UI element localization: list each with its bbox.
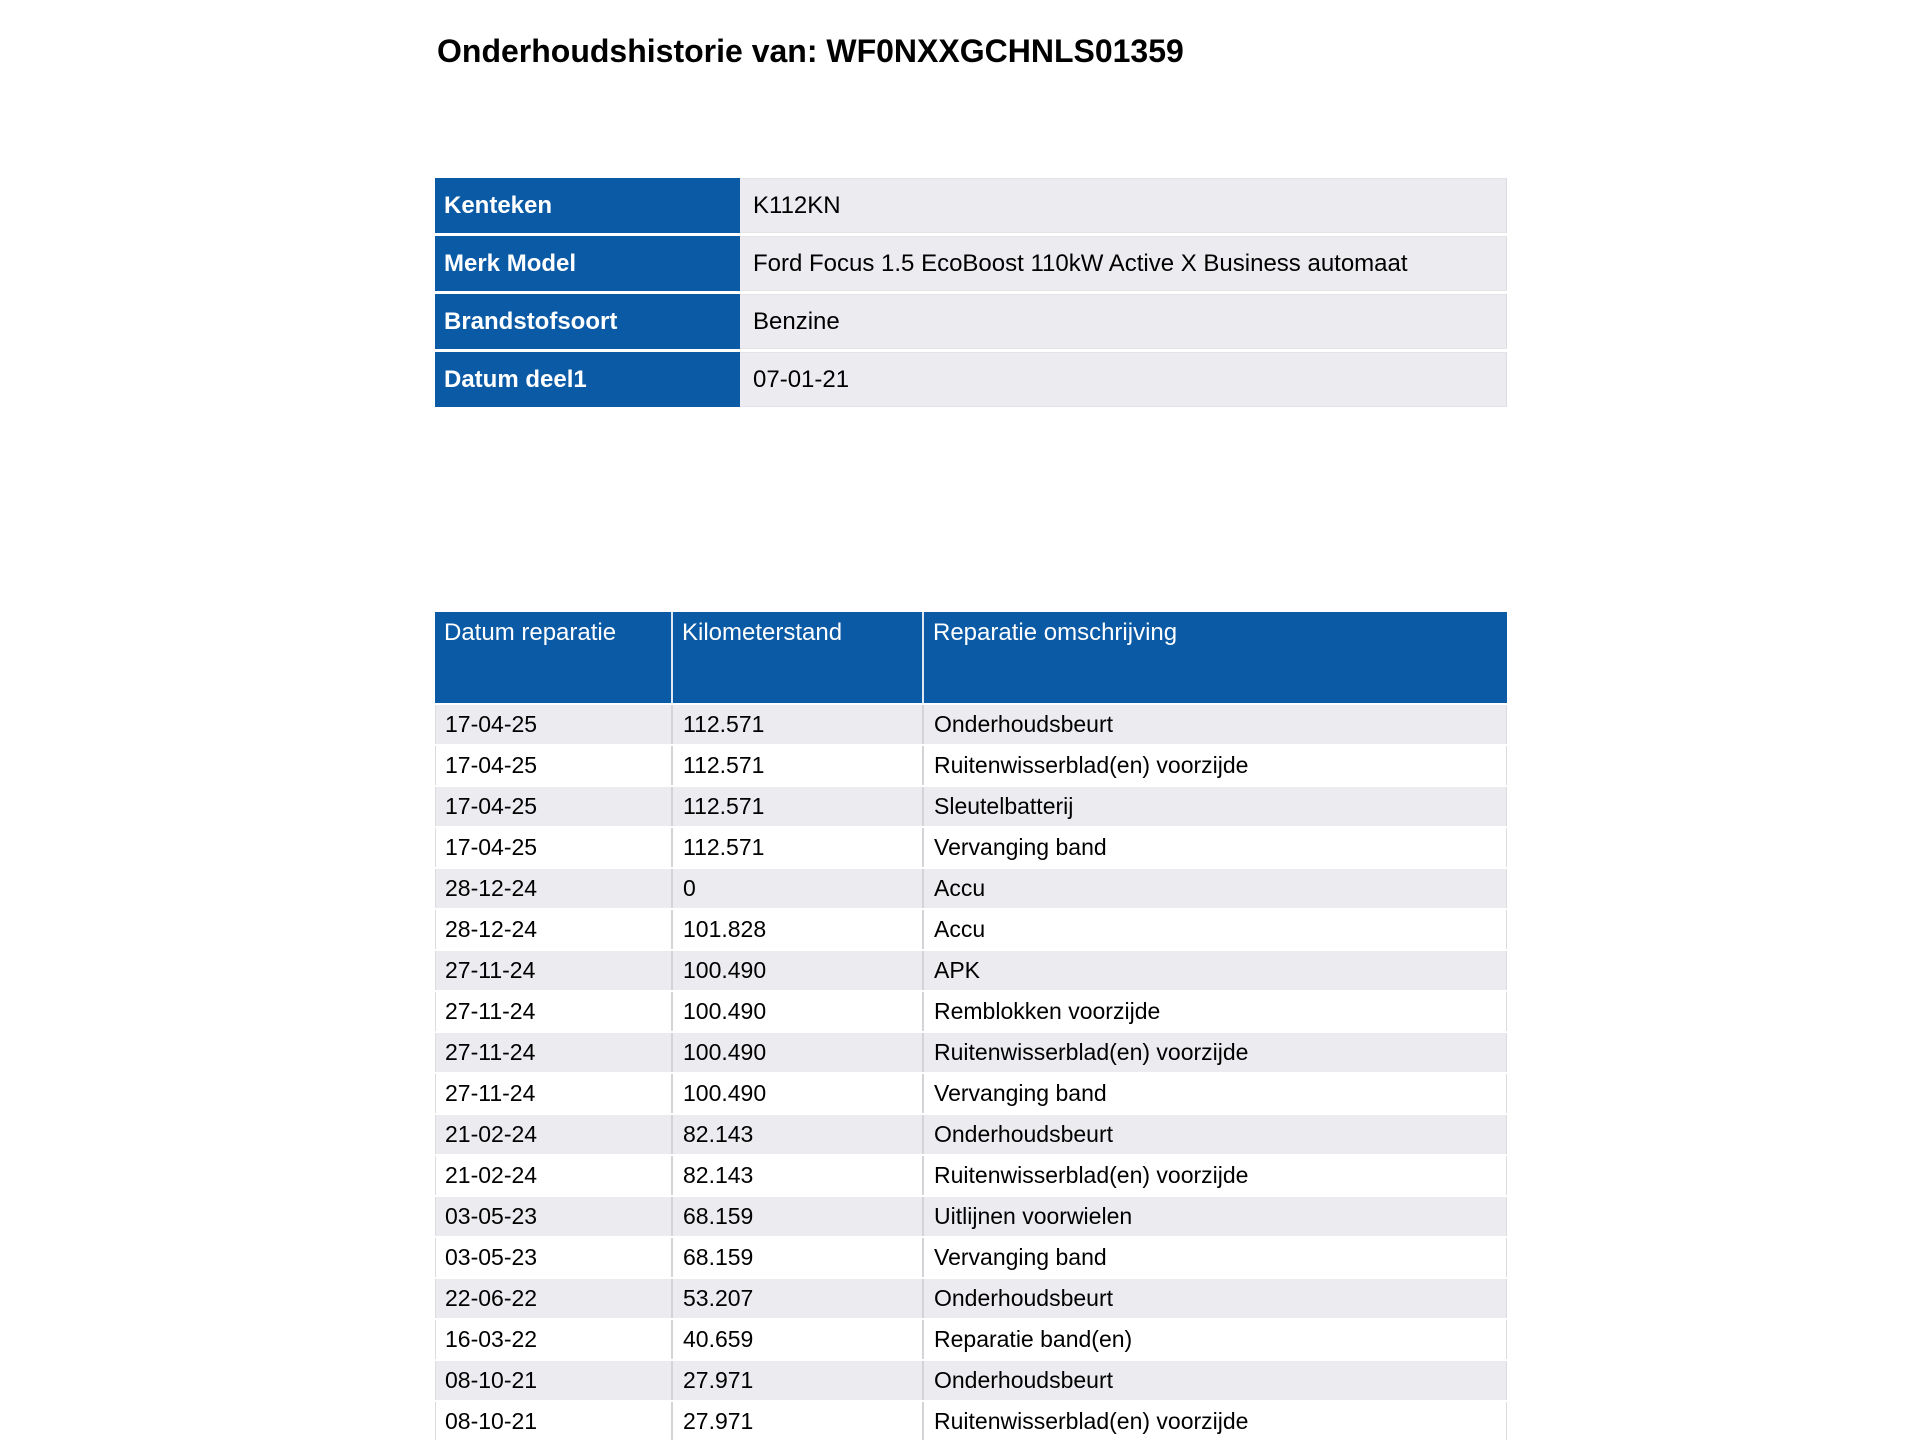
table-row (435, 1279, 1507, 1318)
cell-datum-reparatie: 22-06-22 (435, 1279, 671, 1318)
cell-reparatie-omschrijving: Onderhoudsbeurt (922, 1361, 1507, 1400)
cell-datum-reparatie: 17-04-25 (435, 746, 671, 785)
table-row (435, 992, 1507, 1031)
cell-kilometerstand: 112.571 (671, 787, 922, 826)
maintenance-header-row (435, 612, 1507, 703)
cell-reparatie-omschrijving: Ruitenwisserblad(en) voorzijde (922, 1402, 1507, 1440)
cell-datum-reparatie: 27-11-24 (435, 992, 671, 1031)
cell-reparatie-omschrijving: APK (922, 951, 1507, 990)
cell-datum-reparatie: 16-03-22 (435, 1320, 671, 1359)
vehicle-info-value: Ford Focus 1.5 EcoBoost 110kW Active X Business automaat (740, 236, 1507, 291)
cell-kilometerstand: 27.971 (671, 1361, 922, 1400)
cell-reparatie-omschrijving: Vervanging band (922, 828, 1507, 867)
table-row (435, 1361, 1507, 1400)
table-row (435, 746, 1507, 785)
vehicle-info-row (435, 236, 1507, 291)
cell-reparatie-omschrijving: Vervanging band (922, 1074, 1507, 1113)
table-row (435, 1033, 1507, 1072)
table-row (435, 910, 1507, 949)
table-row (435, 1197, 1507, 1236)
cell-kilometerstand: 53.207 (671, 1279, 922, 1318)
cell-datum-reparatie: 27-11-24 (435, 951, 671, 990)
column-header-datum-reparatie: Datum reparatie (435, 612, 671, 703)
cell-kilometerstand: 0 (671, 869, 922, 908)
vehicle-info-label: Kenteken (435, 178, 740, 233)
cell-kilometerstand: 27.971 (671, 1402, 922, 1440)
cell-datum-reparatie: 21-02-24 (435, 1115, 671, 1154)
cell-kilometerstand: 100.490 (671, 1033, 922, 1072)
table-row (435, 1156, 1507, 1195)
vehicle-info-label: Brandstofsoort (435, 294, 740, 349)
table-row (435, 951, 1507, 990)
cell-kilometerstand: 112.571 (671, 705, 922, 744)
table-row (435, 787, 1507, 826)
cell-datum-reparatie: 17-04-25 (435, 705, 671, 744)
cell-reparatie-omschrijving: Reparatie band(en) (922, 1320, 1507, 1359)
vehicle-info-table (435, 175, 1507, 410)
cell-datum-reparatie: 17-04-25 (435, 828, 671, 867)
table-row (435, 705, 1507, 744)
vehicle-info-value: 07-01-21 (740, 352, 1507, 407)
column-header-kilometerstand: Kilometerstand (671, 612, 922, 703)
table-row (435, 869, 1507, 908)
cell-reparatie-omschrijving: Onderhoudsbeurt (922, 1115, 1507, 1154)
cell-reparatie-omschrijving: Uitlijnen voorwielen (922, 1197, 1507, 1236)
cell-kilometerstand: 68.159 (671, 1197, 922, 1236)
cell-kilometerstand: 68.159 (671, 1238, 922, 1277)
cell-kilometerstand: 100.490 (671, 992, 922, 1031)
cell-reparatie-omschrijving: Accu (922, 910, 1507, 949)
table-row (435, 1074, 1507, 1113)
cell-datum-reparatie: 03-05-23 (435, 1197, 671, 1236)
cell-datum-reparatie: 28-12-24 (435, 910, 671, 949)
cell-datum-reparatie: 03-05-23 (435, 1238, 671, 1277)
column-header-reparatie-omschrijving: Reparatie omschrijving (922, 612, 1507, 703)
cell-reparatie-omschrijving: Sleutelbatterij (922, 787, 1507, 826)
cell-datum-reparatie: 08-10-21 (435, 1361, 671, 1400)
cell-datum-reparatie: 08-10-21 (435, 1402, 671, 1440)
cell-reparatie-omschrijving: Vervanging band (922, 1238, 1507, 1277)
cell-kilometerstand: 82.143 (671, 1156, 922, 1195)
cell-kilometerstand: 82.143 (671, 1115, 922, 1154)
table-row (435, 828, 1507, 867)
cell-kilometerstand: 100.490 (671, 951, 922, 990)
vehicle-info-value: Benzine (740, 294, 1507, 349)
cell-kilometerstand: 40.659 (671, 1320, 922, 1359)
page-title: Onderhoudshistorie van: WF0NXXGCHNLS01359 (437, 33, 1184, 70)
cell-datum-reparatie: 17-04-25 (435, 787, 671, 826)
vehicle-info-row (435, 352, 1507, 407)
cell-kilometerstand: 112.571 (671, 746, 922, 785)
cell-reparatie-omschrijving: Onderhoudsbeurt (922, 705, 1507, 744)
cell-datum-reparatie: 21-02-24 (435, 1156, 671, 1195)
cell-reparatie-omschrijving: Ruitenwisserblad(en) voorzijde (922, 1033, 1507, 1072)
table-row (435, 1402, 1507, 1440)
cell-reparatie-omschrijving: Ruitenwisserblad(en) voorzijde (922, 746, 1507, 785)
cell-reparatie-omschrijving: Onderhoudsbeurt (922, 1279, 1507, 1318)
vehicle-info-label: Merk Model (435, 236, 740, 291)
cell-datum-reparatie: 27-11-24 (435, 1033, 671, 1072)
vehicle-info-value: K112KN (740, 178, 1507, 233)
table-row (435, 1320, 1507, 1359)
cell-reparatie-omschrijving: Ruitenwisserblad(en) voorzijde (922, 1156, 1507, 1195)
cell-kilometerstand: 112.571 (671, 828, 922, 867)
cell-kilometerstand: 101.828 (671, 910, 922, 949)
cell-reparatie-omschrijving: Remblokken voorzijde (922, 992, 1507, 1031)
table-row (435, 1238, 1507, 1277)
cell-kilometerstand: 100.490 (671, 1074, 922, 1113)
maintenance-history-table (435, 610, 1507, 1440)
vehicle-info-row (435, 178, 1507, 233)
vehicle-info-label: Datum deel1 (435, 352, 740, 407)
cell-datum-reparatie: 27-11-24 (435, 1074, 671, 1113)
vehicle-info-row (435, 294, 1507, 349)
cell-datum-reparatie: 28-12-24 (435, 869, 671, 908)
maintenance-history-section (435, 610, 1507, 1440)
cell-reparatie-omschrijving: Accu (922, 869, 1507, 908)
table-row (435, 1115, 1507, 1154)
